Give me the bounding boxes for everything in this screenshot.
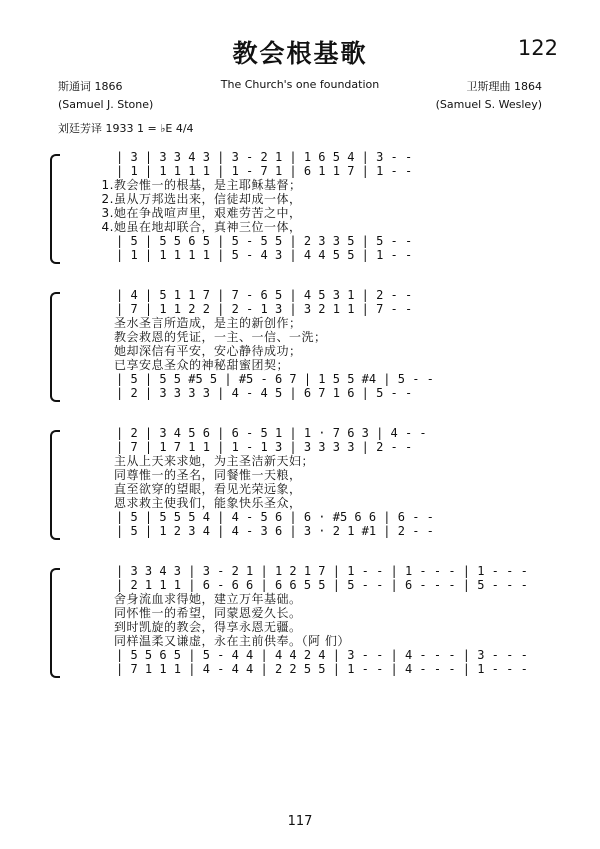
lyric-line xyxy=(58,454,558,468)
lyricist: 斯通词 1866 xyxy=(58,80,123,93)
lyric-line xyxy=(58,192,558,206)
lyric-text: 她虽在地却联合，真神三位一体， xyxy=(114,220,302,234)
lyric-text: 虽从万邦选出来，信徒却成一体， xyxy=(114,192,302,206)
note-line xyxy=(58,578,558,592)
lyric-line xyxy=(58,206,558,220)
note-text: | 3 3 4 3 | 3 - 2 1 | 1 2 1 7 | 1 - - | 1 - - - | 1 - - - xyxy=(116,564,528,578)
lyric-text: 圣水圣言所造成，是主的新创作； xyxy=(114,316,302,330)
lyricist-english: (Samuel J. Stone) xyxy=(58,98,154,111)
lyric-line xyxy=(58,178,558,192)
note-line xyxy=(58,150,558,164)
note-text: | 2 | 3 4 5 6 | 6 - 5 1 | 1 · 7 6 3 | 4 - - xyxy=(116,426,427,440)
note-text: | 7 | 1 7 1 1 | 1 - 1 3 | 3 3 3 3 | 2 - - xyxy=(116,440,413,454)
lyric-line xyxy=(58,482,558,496)
verse-number: 4. xyxy=(101,220,114,234)
hymn-number: 122 xyxy=(517,36,558,60)
lyric-line xyxy=(58,468,558,482)
note-line xyxy=(58,662,558,676)
lyric-text: 教会惟一的根基，是主耶稣基督； xyxy=(114,178,302,192)
note-text: | 5 | 5 5 5 4 | 4 - 5 6 | 6 · #5 6 6 | 6 - - xyxy=(116,510,434,524)
note-text: | 5 | 5 5 6 5 | 5 - 5 5 | 2 3 3 5 | 5 - - xyxy=(116,234,413,248)
english-title: The Church's one foundation xyxy=(220,78,380,91)
lyric-text: 她却深信有平安，安心静待成功； xyxy=(114,344,302,358)
note-line xyxy=(58,440,558,454)
lyric-text: 教会救恩的凭证，一主、一信、一洗； xyxy=(114,330,327,344)
lyric-text: 同尊惟一的圣名，同餐惟一天粮， xyxy=(114,468,302,482)
note-line xyxy=(58,426,558,440)
note-text: | 5 | 1 2 3 4 | 4 - 3 6 | 3 · 2 1 #1 | 2 - - xyxy=(116,524,434,538)
score-system xyxy=(58,426,558,538)
hymn-title: 教会根基歌 xyxy=(232,39,368,68)
composer-english: (Samuel S. Wesley) xyxy=(435,98,542,111)
note-text: | 4 | 5 1 1 7 | 7 - 6 5 | 4 5 3 1 | 2 - - xyxy=(116,288,413,302)
score-system xyxy=(58,288,558,400)
page-number: 117 xyxy=(287,814,313,829)
lyric-text: 已享安息圣众的神秘甜蜜团契； xyxy=(114,358,290,372)
system-brace xyxy=(50,568,60,678)
score-system xyxy=(58,564,558,676)
note-line xyxy=(58,164,558,178)
note-line xyxy=(58,524,558,538)
lyric-line xyxy=(58,496,558,510)
note-text: | 1 | 1 1 1 1 | 5 - 4 3 | 4 4 5 5 | 1 - - xyxy=(116,248,413,262)
lyric-text: 直至欲穿的望眼，看见光荣远象， xyxy=(114,482,302,496)
note-line xyxy=(58,564,558,578)
score-system xyxy=(58,150,558,262)
lyric-text: 同怀惟一的希望，同蒙恩爱久长。 xyxy=(114,606,302,620)
note-text: | 1 | 1 1 1 1 | 1 - 7 1 | 6 1 1 7 | 1 - - xyxy=(116,164,413,178)
translation-key-time: 刘廷芳译 1933 1 = ♭E 4/4 xyxy=(58,122,194,135)
lyric-text: 主从上天来求她，为主圣洁新天妇； xyxy=(114,454,315,468)
score-systems xyxy=(58,150,558,702)
note-text: | 2 1 1 1 | 6 - 6 6 | 6 6 5 5 | 5 - - | 6 - - - | 5 - - - xyxy=(116,578,528,592)
lyric-line xyxy=(58,316,558,330)
lyric-text: 她在争战喧声里，艰难劳苦之中， xyxy=(114,206,302,220)
note-line xyxy=(58,510,558,524)
lyric-line xyxy=(58,330,558,344)
note-line xyxy=(58,648,558,662)
note-text: | 7 1 1 1 | 4 - 4 4 | 2 2 5 5 | 1 - - | 4 - - - | 1 - - - xyxy=(116,662,528,676)
lyric-text: 到时凯旋的教会，得享永恩无疆。 xyxy=(114,620,302,634)
note-line xyxy=(58,386,558,400)
composer: 卫斯理曲 1864 xyxy=(466,80,542,93)
lyric-line xyxy=(58,344,558,358)
note-text: | 3 | 3 3 4 3 | 3 - 2 1 | 1 6 5 4 | 3 - - xyxy=(116,150,413,164)
note-text: | 2 | 3 3 3 3 | 4 - 4 5 | 6 7 1 6 | 5 - - xyxy=(116,386,413,400)
verse-number: 3. xyxy=(101,206,114,220)
note-text: | 5 | 5 5 #5 5 | #5 - 6 7 | 1 5 5 #4 | 5 - - xyxy=(116,372,434,386)
system-brace xyxy=(50,430,60,540)
lyric-text: 恩求救主使我们，能象快乐圣众， xyxy=(114,496,302,510)
lyric-line xyxy=(58,220,558,234)
note-line xyxy=(58,234,558,248)
note-line xyxy=(58,288,558,302)
verse-number: 1. xyxy=(101,178,114,192)
note-line xyxy=(58,248,558,262)
lyric-line xyxy=(58,358,558,372)
lyric-text: 舍身流血求得她，建立万年基础。 xyxy=(114,592,302,606)
lyric-text: 同样温柔又谦虚，永在主前供奉。（阿 们） xyxy=(114,634,350,648)
note-text: | 5 5 6 5 | 5 - 4 4 | 4 4 2 4 | 3 - - | 4 - - - | 3 - - - xyxy=(116,648,528,662)
lyric-line xyxy=(58,592,558,606)
lyric-line xyxy=(58,620,558,634)
note-line xyxy=(58,302,558,316)
lyric-line xyxy=(58,634,558,648)
lyric-line xyxy=(58,606,558,620)
note-text: | 7 | 1 1 2 2 | 2 - 1 3 | 3 2 1 1 | 7 - - xyxy=(116,302,413,316)
system-brace xyxy=(50,292,60,402)
note-line xyxy=(58,372,558,386)
system-brace xyxy=(50,154,60,264)
verse-number: 2. xyxy=(101,192,114,206)
